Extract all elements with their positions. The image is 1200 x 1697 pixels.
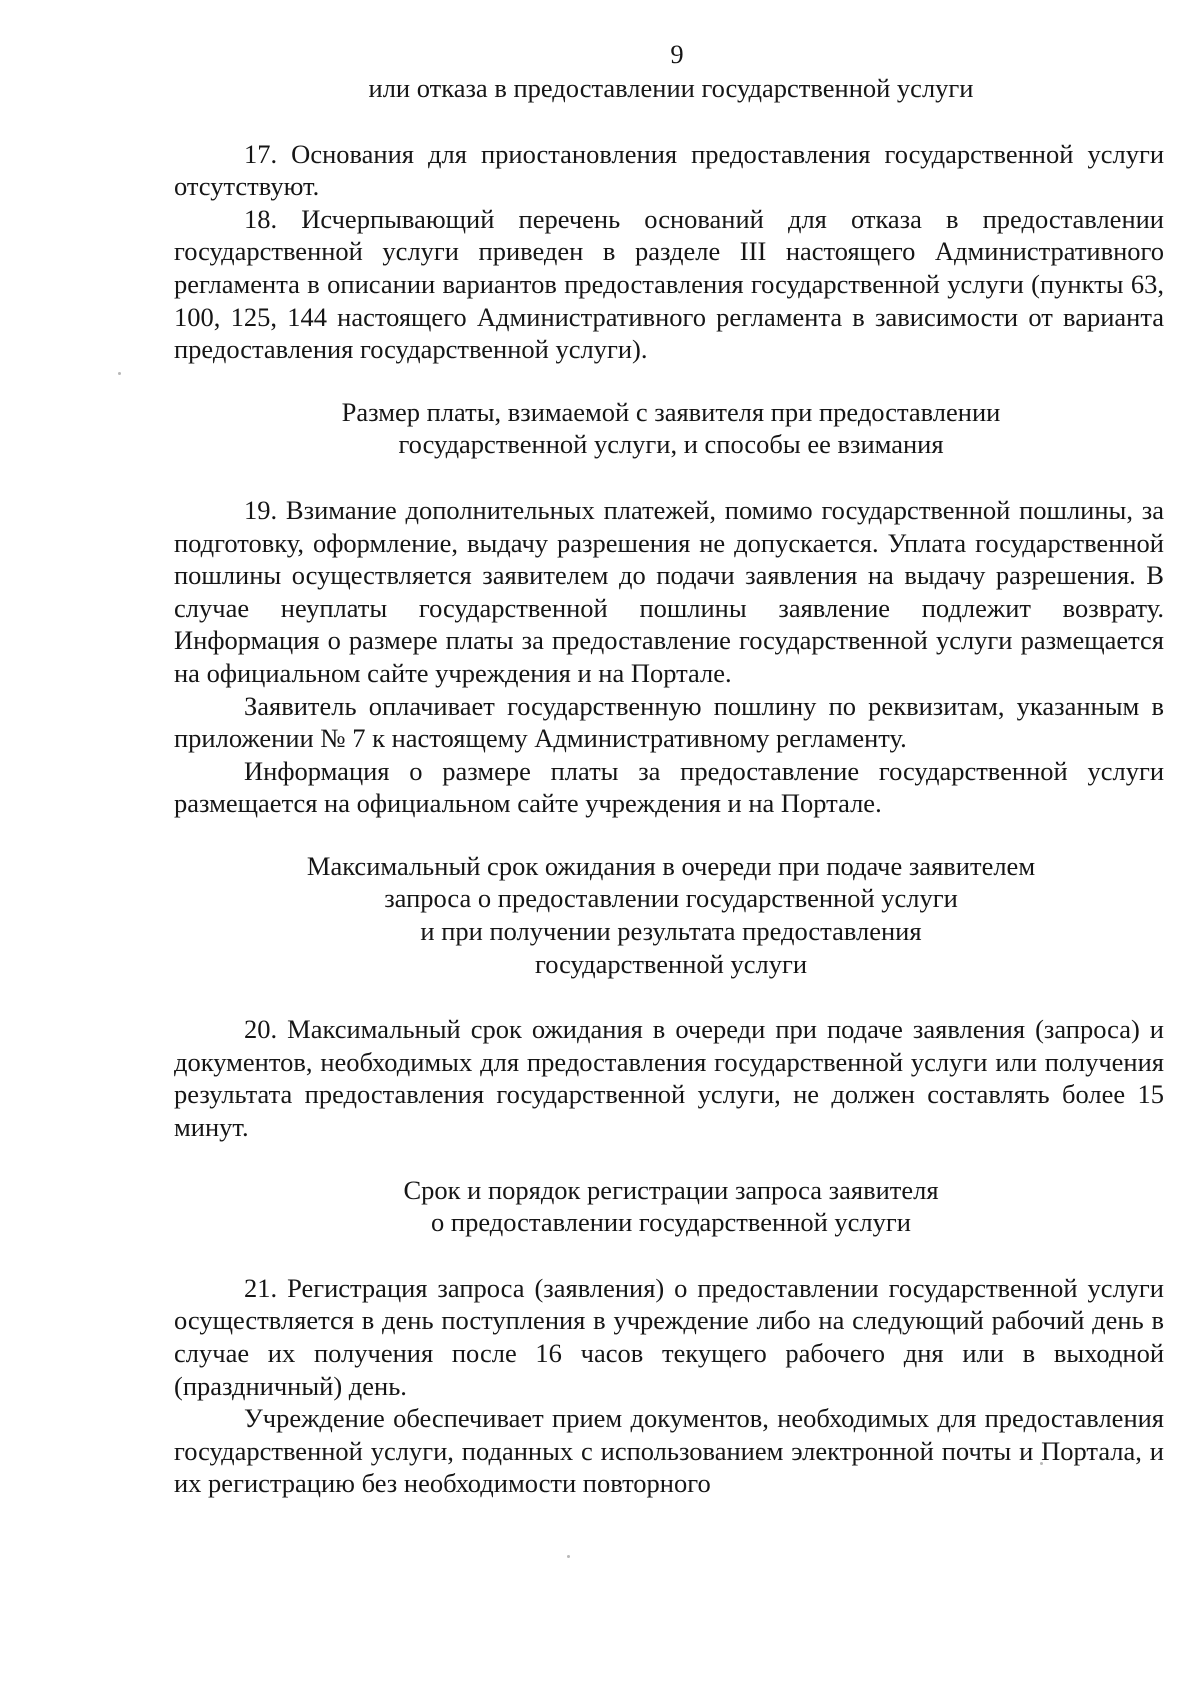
- heading-line: государственной услуги: [534, 948, 808, 979]
- heading-line: и при получении результата предоставления: [420, 916, 922, 947]
- paragraph-21-reception: Учреждение обеспечивает прием документов, необходимых для предоставления государственной услуги, поданных с использованием электронной почты и Портала, и их регистрацию без необходимости повторного: [174, 1403, 1164, 1499]
- spacer: [174, 105, 1164, 138]
- paragraph-19-payment: Заявитель оплачивает государственную пошлину по реквизитам, указанным в приложении № 7 к настоящему Административному регламенту.: [174, 690, 1164, 754]
- section-heading-continuation: или отказа в предоставлении государственной услуги: [368, 73, 974, 103]
- section-heading-queue: [174, 850, 1164, 980]
- spacer: [174, 366, 1164, 396]
- heading-line: о предоставлении государственной услуги: [431, 1207, 911, 1238]
- paragraph-19-info: Информация о размере платы за предоставление государственной услуги размещается на официальном сайте учреждения и на Портале.: [174, 755, 1164, 819]
- scan-artifact-dot: [118, 372, 121, 375]
- heading-line: государственной услуги, и способы ее взимания: [398, 429, 944, 460]
- heading-line: Максимальный срок ожидания в очереди при подаче заявителем: [306, 850, 1036, 881]
- section-heading-registration: [174, 1174, 1164, 1239]
- scan-artifact-dot: [567, 1555, 570, 1558]
- spacer: [174, 461, 1164, 494]
- document-body: [174, 38, 1164, 1500]
- spacer: [174, 1239, 1164, 1272]
- section-heading-fee: [174, 396, 1164, 461]
- paragraph-18: 18. Исчерпывающий перечень оснований для отказа в предоставлении государственной услуги приведен в разделе III настоящего Административного регламента в описании вариантов предоставления государственной услуги (пункты 63, 100, 125, 144 настоящего Административного регламента в зависимости от варианта предоставления государственной услуги).: [174, 203, 1164, 365]
- heading-line: запроса о предоставлении государственной услуги: [384, 883, 958, 914]
- paragraph-17: 17. Основания для приостановления предоставления государственной услуги отсутствуют.: [174, 138, 1164, 202]
- spacer: [174, 820, 1164, 850]
- heading-line: Срок и порядок регистрации запроса заявителя: [403, 1174, 939, 1205]
- spacer: [174, 980, 1164, 1013]
- paragraph-21: 21. Регистрация запроса (заявления) о предоставлении государственной услуги осуществляется в день поступления в учреждение либо на следующий рабочий день в случае их получения после 16 часов текущего рабочего дня или в выходной (праздничный) день.: [174, 1272, 1164, 1401]
- page-number: 9: [670, 39, 684, 69]
- paragraph-20: 20. Максимальный срок ожидания в очереди при подаче заявления (запроса) и документов, необходимых для предоставления государственной услуги или получения результата предоставления государственной услуги, не должен составлять более 15 минут.: [174, 1014, 1164, 1143]
- paragraph-19: 19. Взимание дополнительных платежей, помимо государственной пошлины, за подготовку, оформление, выдачу разрешения не допускается. Уплата государственной пошлины осуществляется заявителем до подачи заявления на выдачу разрешения. В случае неуплаты государственной пошлины заявление подлежит возврату. Информация о размере платы за предоставление государственной услуги размещается на официальном сайте учреждения и на Портале.: [174, 494, 1164, 688]
- spacer: [174, 1144, 1164, 1174]
- heading-line: Размер платы, взимаемой с заявителя при предоставлении: [341, 396, 1001, 427]
